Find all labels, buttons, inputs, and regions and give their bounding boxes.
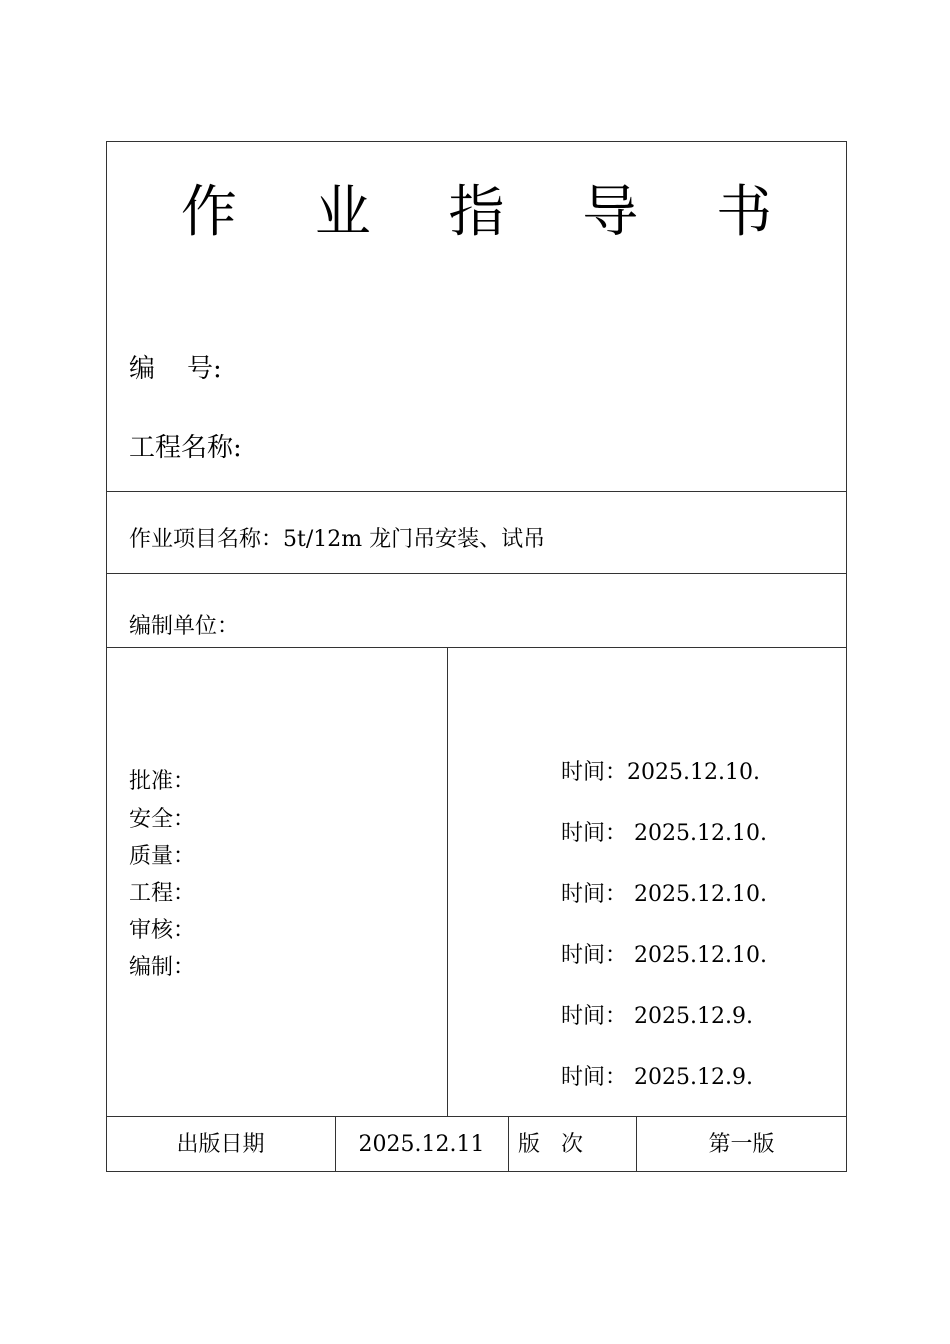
- divider-approval: [106, 1116, 847, 1117]
- role-quality: 质量：: [129, 844, 196, 869]
- time-approve: 时间：2025.12.10.: [561, 760, 760, 785]
- divider-task: [106, 573, 847, 574]
- role-engineering: 工程：: [129, 881, 196, 906]
- publish-date-value: 2025.12.11: [358, 1132, 485, 1157]
- task-name-line: 作业项目名称：5t/12m 龙门吊安装、试吊: [129, 527, 546, 552]
- role-safety: 安全：: [129, 807, 196, 832]
- version-label: 版 次: [518, 1132, 583, 1157]
- divider-approval-column: [447, 647, 448, 1117]
- document-title: 作 业 指 导 书: [180, 180, 803, 245]
- number-label-part-a: 编: [129, 354, 156, 384]
- role-review: 审核：: [129, 918, 196, 943]
- time-review: 时间： 2025.12.9.: [561, 1004, 753, 1029]
- role-compile: 编制：: [129, 955, 196, 980]
- publish-date-label: 出版日期: [176, 1132, 265, 1157]
- divider-header: [106, 491, 847, 492]
- time-quality: 时间： 2025.12.10.: [561, 882, 767, 907]
- number-label: [129, 356, 222, 382]
- time-safety: 时间： 2025.12.10.: [561, 821, 767, 846]
- version-value: 第一版: [708, 1132, 775, 1157]
- project-name-label: 工程名称:: [129, 433, 242, 463]
- divider-footer-2: [508, 1116, 509, 1172]
- time-engineering: 时间： 2025.12.10.: [561, 943, 767, 968]
- compiling-unit-line: 编制单位：: [129, 614, 240, 639]
- divider-unit: [106, 647, 847, 648]
- time-compile: 时间： 2025.12.9.: [561, 1065, 753, 1090]
- role-approve: 批准：: [129, 769, 196, 794]
- number-label-part-b: 号:: [187, 354, 222, 384]
